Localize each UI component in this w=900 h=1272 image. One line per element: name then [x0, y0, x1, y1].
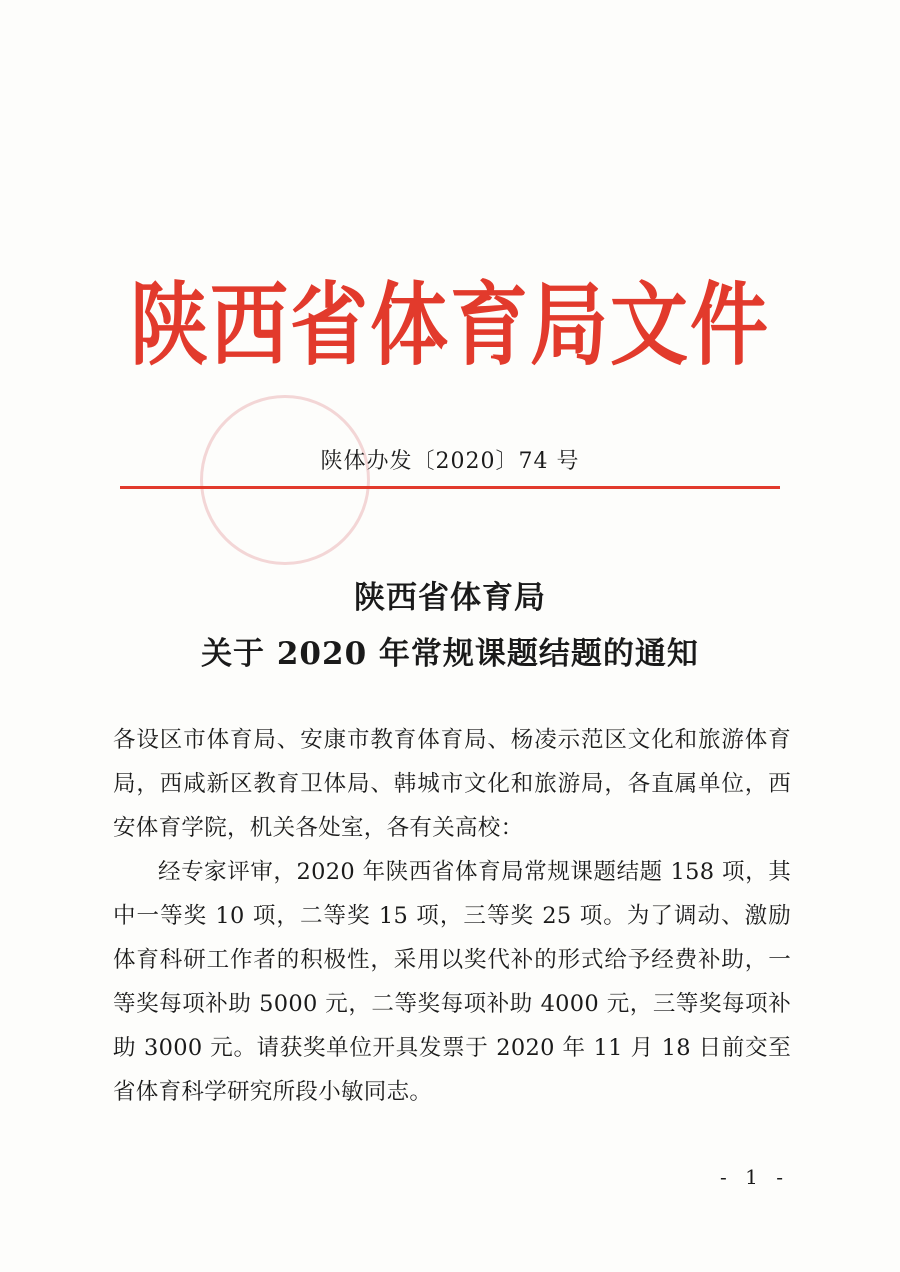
document-number: 陕体办发〔2020〕74 号	[320, 449, 580, 474]
notice-title-line1: 陕西省体育局	[354, 580, 546, 616]
addressees: 各设区市体育局、安康市教育体育局、杨凌示范区文化和旅游体育局，西咸新区教育卫体局、韩城市文化和旅游局，各直属单位，西安体育学院，机关各处室，各有关高校：	[113, 727, 791, 841]
notice-body	[113, 718, 791, 1114]
red-divider-line	[120, 486, 780, 489]
notice-title-line2: 关于 2020 年常规课题结题的通知	[201, 636, 699, 672]
body-paragraph-1: 经专家评审，2020 年陕西省体育局常规课题结题 158 项，其中一等奖 10 项，二等奖 15 项，三等奖 25 项。为了调动、激励体育科研工作者的积极性，采用以奖代补的形式给予经费补助，一等奖每项补助 5000 元，二等奖每项补助 4000 元，三等奖每项补助 3000 元。请获奖单位开具发票于 2020 年 11 月 18 日前交至省体育科学研究所段小敏同志。	[113, 859, 791, 1105]
page-number: - 1 -	[720, 1165, 789, 1189]
document-header-title: 陕西省体育局文件	[129, 274, 770, 378]
bleed-through-seal	[200, 395, 370, 565]
